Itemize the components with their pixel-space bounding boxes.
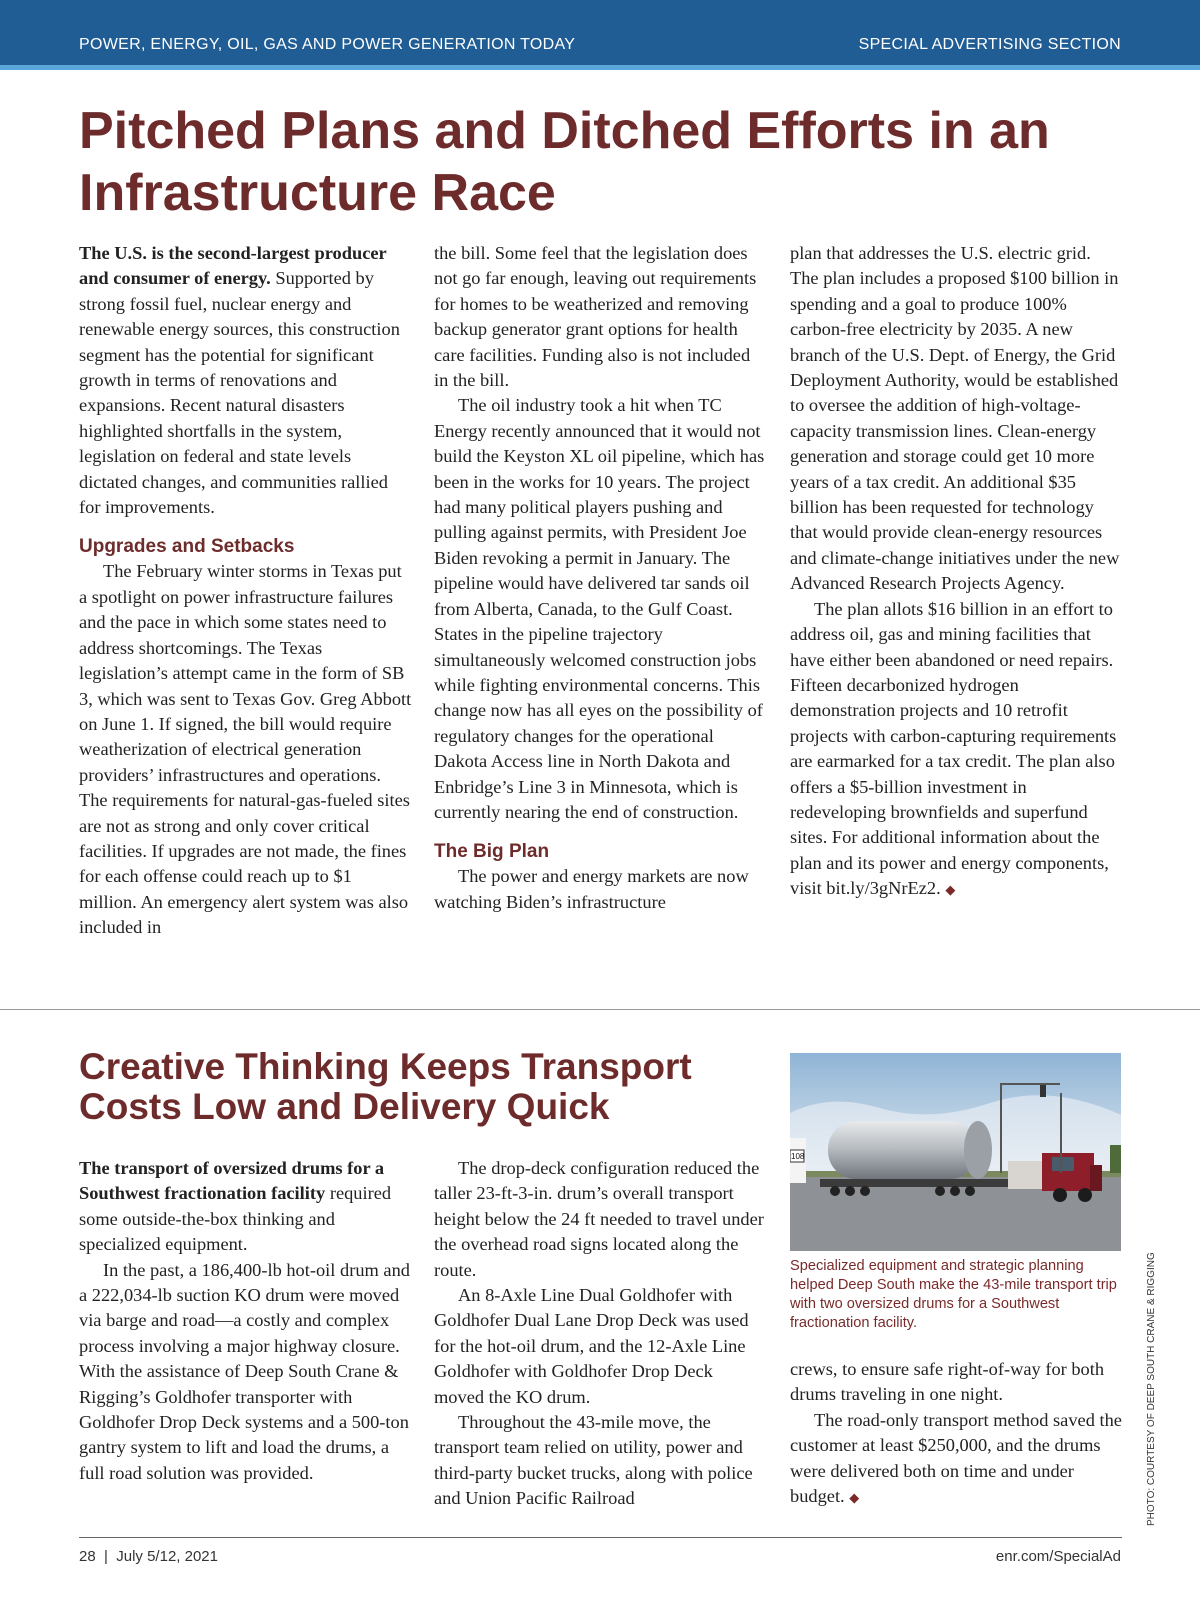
article1-paragraph: the bill. Some feel that the legislation does not go far enough, leaving out requirements for homes to be weatherized and removing backup generator grant options for health care facilities. Funding also is not included in the bill. [434, 243, 757, 391]
footer-rule [79, 1537, 1122, 1538]
article1-closing-paragraph [790, 597, 1123, 903]
article1-subhead-big-plan: The Big Plan [434, 841, 550, 863]
article1-intro [79, 241, 412, 520]
article1-paragraph: plan that addresses the U.S. electric grid. The plan includes a proposed $100 billion in spending and a goal to produce 100% carbon-free electricity by 2035. A new branch of the U.S. Dept. of Energy, the Grid Deployment Authority, would be established to oversee the addition of high-voltage-capacity transmission lines. Clean-energy generation and storage could get 10 more years of a tax credit. An additional $35 billion has been requested for technology that would provide clean-energy resources and climate-change initiatives under the new Advanced Research Projects Agency. [790, 243, 1120, 594]
footer-url: enr.com/SpecialAd [995, 1548, 1121, 1565]
article2-paragraph: Throughout the 43-mile move, the transport team relied on utility, power and third-party bucket trucks, along with police and Union Pacific Railroad [434, 1412, 753, 1509]
article2-paragraph: In the past, a 186,400-lb hot-oil drum and a 222,034-lb suction KO drum were moved via barge and road—a costly and complex process involving a major highway closure. With the assistance of Deep South Crane & Rigging’s Goldhofer transporter with Goldhofer Drop Deck systems and a 500-ton gantry system to lift and load the drums, a full road solution was provided. [79, 1259, 410, 1483]
photo-credit-text: PHOTO: COURTESY OF DEEP SOUTH CRANE & RIGGING [1146, 1252, 1157, 1526]
article2-column-1 [79, 1156, 412, 1486]
article1-lead: The U.S. is the second-largest producer and consumer of energy. [79, 243, 387, 289]
header-advertising-label: SPECIAL ADVERTISING SECTION [858, 36, 1121, 53]
article1-title: Pitched Plans and Ditched Efforts in an Infrastructure Race [79, 102, 1050, 222]
end-mark-icon: ◆ [849, 1490, 860, 1506]
photo-caption: Specialized equipment and strategic planning helped Deep South make the 43-mile transport trip with two oversized drums for a Southwest fractionation facility. [790, 1258, 1117, 1331]
article2-paragraph: The drop-deck configuration reduced the taller 23-ft-3-in. drum’s overall transport height below the 24 ft needed to travel under the overhead road signs located along the route. [434, 1158, 764, 1280]
article1-paragraph: The power and energy markets are now watching Biden’s infrastructure [434, 866, 749, 912]
article1-paragraph: The February winter storms in Texas put a spotlight on power infrastructure failures and the pace in which some states need to address shortcomings. The Texas legislation’s attempt came in the form of SB 3, which was sent to Texas Gov. Greg Abbott on June 1. If signed, the bill would require weatherization of electrical generation providers’ infrastructures and operations. The requirements for natural-gas-fueled sites are not as strong and only cover critical facilities. If upgrades are not made, the fines for each offense could reach up to $1 million. An emergency alert system was also included in [79, 561, 412, 938]
road-sign-number: 108 [791, 1152, 805, 1161]
end-mark-icon: ◆ [945, 882, 956, 898]
article1-paragraph: The plan allots $16 billion in an effort to address oil, gas and mining facilities that have either been abandoned or need repairs. Fifteen decarbonized hydrogen demonstration projects and 10 retrofit projects with carbon-capturing requirements are earmarked for a tax credit. The plan also offers a $5-billion investment in redeveloping brownfields and superfund sites. For additional information about the plan and its power and energy components, visit bit.ly/3gNrEz2. [790, 598, 1117, 899]
article2-column-2 [434, 1156, 767, 1512]
article1-subhead-upgrades: Upgrades and Setbacks [79, 536, 295, 558]
article2-title: Creative Thinking Keeps Transport Costs Low and Delivery Quick [79, 1046, 692, 1127]
article2-paragraph: An 8-Axle Line Dual Goldhofer with Goldhofer Dual Lane Drop Deck was used for the hot-oil drum, and the 12-Axle Line Goldhofer with Goldhofer Drop Deck moved the KO drum. [434, 1285, 749, 1407]
article2-lead: The transport of oversized drums for a Southwest fractionation facility [79, 1158, 385, 1204]
article1-paragraph: The oil industry took a hit when TC Energy recently announced that it would not build the Keyston XL oil pipeline, which has been in the works for 10 years. The project had many political players pushing and pulling against permits, with President Joe Biden revoking a permit in January. The pipeline would have delivered tar sands oil from Alberta, Canada, to the Gulf Coast. States in the pipeline trajectory simultaneously welcomed construction jobs while fighting environmental concerns. This change now has all eyes on the possibility of regulatory changes for the operational Dakota Access line in North Dakota and Enbridge’s Line 3 in Minnesota, which is currently nearing the end of construction. [434, 395, 765, 822]
transport-photo [790, 1053, 1121, 1251]
header-bar [0, 0, 1200, 70]
article2-paragraph: crews, to ensure safe right-of-way for both drums traveling in one night. [790, 1359, 1105, 1405]
article2-paragraph: required some outside-the-box thinking and specialized equipment. [79, 1183, 392, 1255]
article2-paragraph: The road-only transport method saved the customer at least $250,000, and the drums were delivered both on time and under budget. [790, 1409, 1122, 1507]
article1-column-1 [79, 241, 412, 941]
article1-column-2 [434, 241, 767, 915]
article1-column-3 [790, 241, 1123, 903]
header-section-title: POWER, ENERGY, OIL, GAS AND POWER GENERATION TODAY [79, 36, 576, 53]
article2-closing-paragraph [790, 1408, 1123, 1511]
section-divider [0, 1009, 1200, 1010]
footer-page-info: 28 | July 5/12, 2021 [79, 1548, 218, 1565]
article1-paragraph: Supported by strong fossil fuel, nuclear energy and renewable energy sources, this construction segment has the potential for significant growth in terms of renovations and expansions. Recent natural disasters highlighted shortfalls in the system, legislation on federal and state levels dictated changes, and communities rallied for improvements. [79, 268, 400, 518]
photo-credit [1146, 1252, 1166, 1526]
article2-intro [79, 1156, 412, 1258]
article2-column-3 [790, 1357, 1123, 1510]
